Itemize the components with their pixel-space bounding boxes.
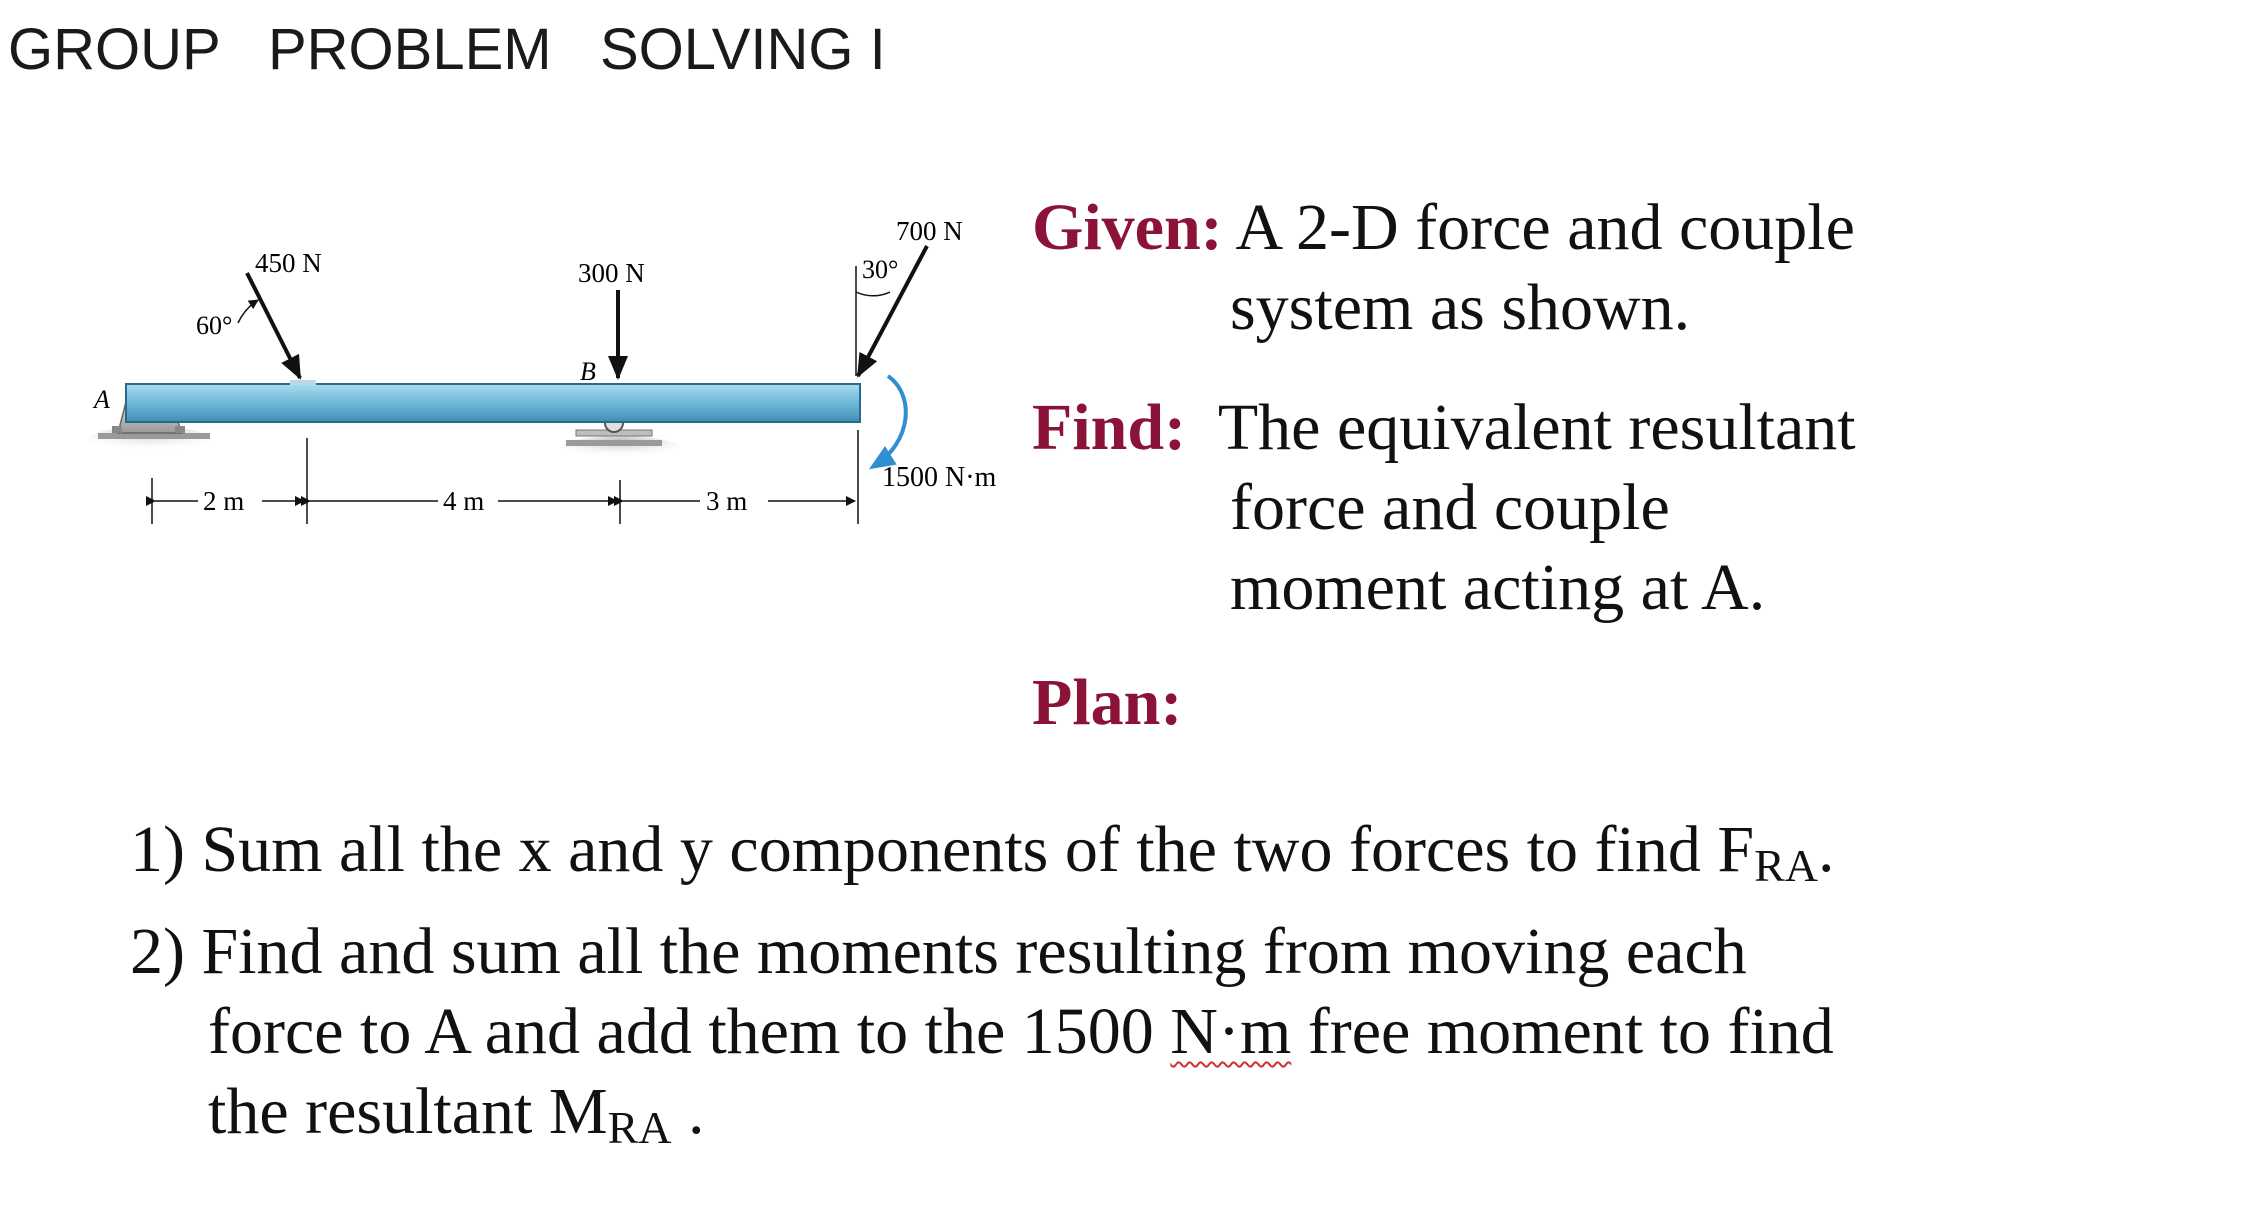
step-2-unit: N·m bbox=[1170, 995, 1292, 1068]
step-1-end: . bbox=[1817, 813, 1835, 886]
given-block bbox=[1032, 188, 1855, 348]
ground-b bbox=[560, 436, 680, 460]
dim-4m-label: 4 m bbox=[443, 486, 485, 516]
step-1-text: 1) Sum all the x and y components of the two forces to find F bbox=[130, 813, 1755, 886]
given-line-1: A 2-D force and couple bbox=[1222, 191, 1855, 264]
force-450-label: 450 N bbox=[255, 248, 322, 278]
plan-block bbox=[1032, 663, 1182, 743]
step-1-subscript: RA bbox=[1754, 840, 1818, 891]
dimension-line bbox=[152, 430, 858, 524]
couple-arrow bbox=[874, 376, 906, 466]
point-b-label: B bbox=[580, 357, 596, 386]
plan-steps bbox=[130, 810, 1834, 1174]
given-label: Given: bbox=[1032, 191, 1223, 264]
dim-2m-label: 2 m bbox=[203, 486, 245, 516]
step-2-line-3-end: . bbox=[671, 1075, 705, 1148]
find-label: Find: bbox=[1032, 391, 1187, 464]
find-line-2: force and couple bbox=[1230, 471, 1670, 544]
angle-60-label: 60° bbox=[196, 311, 233, 340]
force-450-arrow bbox=[247, 273, 300, 378]
find-line-3: moment acting at A. bbox=[1230, 551, 1766, 624]
angle-30-arc bbox=[856, 292, 890, 296]
step-2-line-3-a: the resultant M bbox=[208, 1075, 608, 1148]
step-2-subscript: RA bbox=[607, 1102, 672, 1153]
step-2-line-1: 2) Find and sum all the moments resulting from moving each bbox=[130, 915, 1747, 988]
beam bbox=[126, 384, 860, 422]
plan-label: Plan: bbox=[1032, 666, 1183, 739]
step-2-line-2-b: free moment to find bbox=[1291, 995, 1834, 1068]
force-700-label: 700 N bbox=[896, 216, 963, 246]
point-a-label: A bbox=[94, 385, 110, 414]
step-2-line-2 bbox=[130, 992, 1834, 1072]
couple-label: 1500 N·m bbox=[882, 462, 997, 493]
angle-60-arc bbox=[238, 300, 258, 323]
dim-3m-label: 3 m bbox=[706, 486, 748, 516]
step-2 bbox=[130, 912, 1834, 1152]
beam-diagram bbox=[0, 180, 1040, 580]
find-line-1: The equivalent resultant bbox=[1186, 391, 1856, 464]
given-line-2: system as shown. bbox=[1230, 271, 1691, 344]
force-300-label: 300 N bbox=[578, 258, 645, 288]
step-1 bbox=[130, 810, 1834, 890]
find-block bbox=[1032, 388, 1856, 628]
step-2-line-3 bbox=[130, 1072, 1834, 1152]
angle-30-label: 30° bbox=[862, 255, 899, 284]
slide-title: GROUP PROBLEM SOLVING I bbox=[8, 17, 886, 82]
step-2-line-2-a: force to A and add them to the 1500 bbox=[208, 995, 1171, 1068]
